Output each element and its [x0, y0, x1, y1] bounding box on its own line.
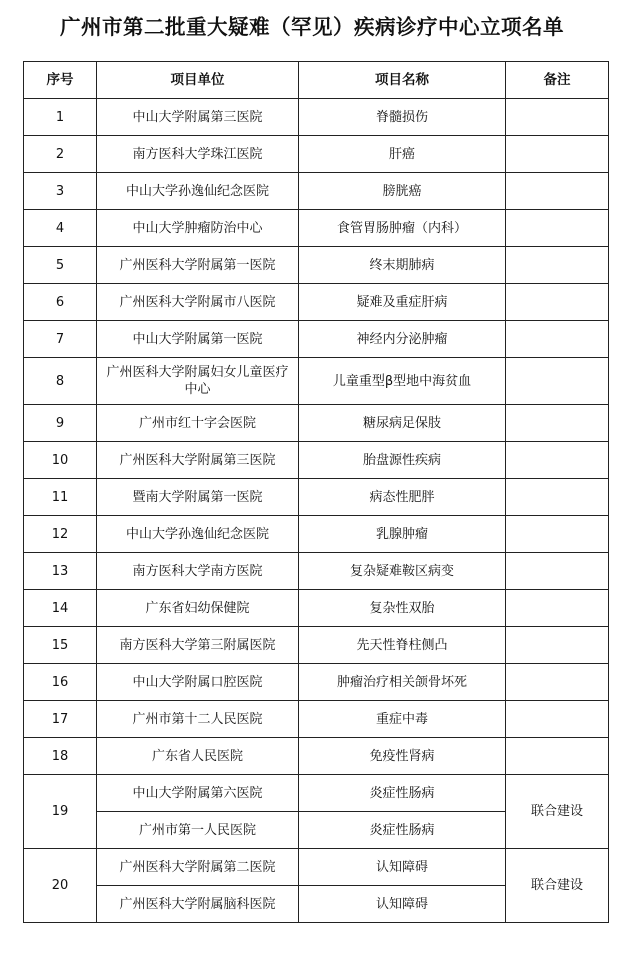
remarks-cell: [506, 701, 609, 738]
remarks-cell: [506, 516, 609, 553]
table-row: [24, 553, 609, 590]
remarks-cell: [506, 627, 609, 664]
remarks-cell: [506, 247, 609, 284]
header-project-name: 项目名称: [299, 62, 506, 99]
serial-number-cell: 15: [24, 627, 97, 664]
serial-number-cell: 5: [24, 247, 97, 284]
serial-number-cell: 18: [24, 738, 97, 775]
remarks-cell: [506, 738, 609, 775]
document-title: 广州市第二批重大疑难（罕见）疾病诊疗中心立项名单: [60, 15, 564, 39]
remarks-cell: [506, 136, 609, 173]
project-unit-cell: 广州医科大学附属市八医院: [97, 284, 299, 321]
header-remarks: 备注: [506, 62, 609, 99]
serial-number-cell: 16: [24, 664, 97, 701]
table-header-row: [24, 62, 609, 99]
serial-number-cell: 13: [24, 553, 97, 590]
table-row: [24, 210, 609, 247]
remarks-cell: [506, 405, 609, 442]
remarks-cell: [506, 173, 609, 210]
project-name-cell: 终末期肺病: [299, 247, 506, 284]
project-name-cell: 认知障碍: [299, 886, 506, 923]
project-unit-cell: 广州医科大学附属脑科医院: [97, 886, 299, 923]
project-unit-cell: 中山大学附属口腔医院: [97, 664, 299, 701]
serial-number-cell: 1: [24, 99, 97, 136]
project-name-cell: 胎盘源性疾病: [299, 442, 506, 479]
serial-number-cell: 20: [24, 849, 97, 923]
project-unit-cell: 广州医科大学附属第一医院: [97, 247, 299, 284]
serial-number-cell: 6: [24, 284, 97, 321]
table-row: [24, 627, 609, 664]
project-name-cell: 儿童重型β型地中海贫血: [299, 358, 506, 405]
project-unit-cell: 南方医科大学第三附属医院: [97, 627, 299, 664]
serial-number-cell: 12: [24, 516, 97, 553]
table-row: [24, 405, 609, 442]
table-row: [24, 738, 609, 775]
table-row: [24, 136, 609, 173]
project-name-cell: 先天性脊柱侧凸: [299, 627, 506, 664]
project-name-cell: 复杂疑难鞍区病变: [299, 553, 506, 590]
project-name-cell: 炎症性肠病: [299, 775, 506, 812]
remarks-cell: [506, 99, 609, 136]
serial-number-cell: 2: [24, 136, 97, 173]
project-unit-cell: 中山大学肿瘤防治中心: [97, 210, 299, 247]
project-name-cell: 重症中毒: [299, 701, 506, 738]
remarks-cell: [506, 590, 609, 627]
table-row: [24, 849, 609, 886]
project-name-cell: 疑难及重症肝病: [299, 284, 506, 321]
project-unit-cell: 广东省人民医院: [97, 738, 299, 775]
serial-number-cell: 3: [24, 173, 97, 210]
serial-number-cell: 17: [24, 701, 97, 738]
header-serial-number: 序号: [24, 62, 97, 99]
project-name-cell: 肝癌: [299, 136, 506, 173]
serial-number-cell: 19: [24, 775, 97, 849]
table-row: [24, 590, 609, 627]
project-unit-cell: 中山大学孙逸仙纪念医院: [97, 516, 299, 553]
project-unit-cell: 南方医科大学南方医院: [97, 553, 299, 590]
project-name-cell: 免疫性肾病: [299, 738, 506, 775]
remarks-cell: [506, 442, 609, 479]
project-unit-cell: 中山大学孙逸仙纪念医院: [97, 173, 299, 210]
project-name-cell: 神经内分泌肿瘤: [299, 321, 506, 358]
table-row: [24, 247, 609, 284]
serial-number-cell: 8: [24, 358, 97, 405]
table-row: [24, 701, 609, 738]
project-name-cell: 脊髓损伤: [299, 99, 506, 136]
serial-number-cell: 9: [24, 405, 97, 442]
table-body: [24, 99, 609, 923]
serial-number-cell: 7: [24, 321, 97, 358]
project-name-cell: 乳腺肿瘤: [299, 516, 506, 553]
remarks-cell: 联合建设: [506, 775, 609, 849]
project-unit-cell: 南方医科大学珠江医院: [97, 136, 299, 173]
table-row: [24, 775, 609, 812]
project-unit-cell: 中山大学附属第三医院: [97, 99, 299, 136]
project-unit-cell: 中山大学附属第一医院: [97, 321, 299, 358]
table-row: [24, 442, 609, 479]
project-unit-cell: 广州医科大学附属第二医院: [97, 849, 299, 886]
project-name-cell: 炎症性肠病: [299, 812, 506, 849]
table-row: [24, 358, 609, 405]
table-row: [24, 321, 609, 358]
remarks-cell: [506, 664, 609, 701]
project-name-cell: 膀胱癌: [299, 173, 506, 210]
project-name-cell: 肿瘤治疗相关颌骨坏死: [299, 664, 506, 701]
table-row: [24, 173, 609, 210]
table-row: [24, 284, 609, 321]
serial-number-cell: 11: [24, 479, 97, 516]
project-unit-cell: 广州医科大学附属妇女儿童医疗中心: [97, 358, 299, 405]
project-list-table: [23, 61, 609, 923]
project-unit-cell: 中山大学附属第六医院: [97, 775, 299, 812]
remarks-cell: [506, 210, 609, 247]
project-name-cell: 病态性肥胖: [299, 479, 506, 516]
table-row: [24, 99, 609, 136]
table-row: [24, 664, 609, 701]
table-row: [24, 479, 609, 516]
project-unit-cell: 广州市第十二人民医院: [97, 701, 299, 738]
remarks-cell: [506, 358, 609, 405]
header-project-unit: 项目单位: [97, 62, 299, 99]
project-name-cell: 食管胃肠肿瘤（内科）: [299, 210, 506, 247]
remarks-cell: [506, 321, 609, 358]
table-row: [24, 516, 609, 553]
serial-number-cell: 10: [24, 442, 97, 479]
project-name-cell: 认知障碍: [299, 849, 506, 886]
remarks-cell: 联合建设: [506, 849, 609, 923]
project-unit-cell: 广州市第一人民医院: [97, 812, 299, 849]
project-unit-cell: 暨南大学附属第一医院: [97, 479, 299, 516]
project-name-cell: 复杂性双胎: [299, 590, 506, 627]
serial-number-cell: 4: [24, 210, 97, 247]
project-unit-cell: 广州医科大学附属第三医院: [97, 442, 299, 479]
project-unit-cell: 广东省妇幼保健院: [97, 590, 299, 627]
project-unit-cell: 广州市红十字会医院: [97, 405, 299, 442]
remarks-cell: [506, 553, 609, 590]
remarks-cell: [506, 284, 609, 321]
remarks-cell: [506, 479, 609, 516]
serial-number-cell: 14: [24, 590, 97, 627]
project-name-cell: 糖尿病足保肢: [299, 405, 506, 442]
